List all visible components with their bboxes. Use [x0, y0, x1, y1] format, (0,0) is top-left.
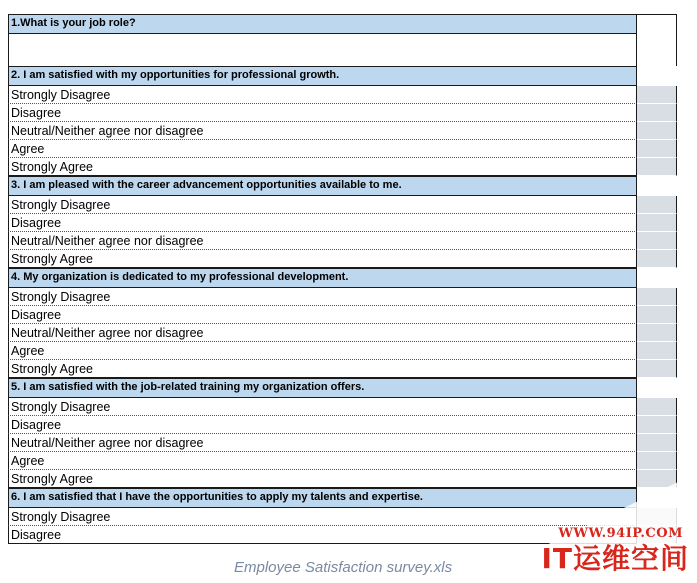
document-caption: Employee Satisfaction survey.xls [234, 559, 453, 576]
answer-cell[interactable] [637, 452, 677, 470]
option-row[interactable] [8, 398, 677, 416]
side-cell [637, 14, 677, 34]
question-title: 6. I am satisfied that I have the opportunities to apply my talents and expertise. [8, 488, 637, 508]
question-title: 5. I am satisfied with the job-related training my organization offers. [8, 378, 637, 398]
option-label: Strongly Disagree [8, 86, 637, 104]
watermark [467, 473, 697, 583]
option-row[interactable] [8, 158, 677, 176]
question-title: 1.What is your job role? [8, 14, 637, 34]
answer-cell[interactable] [637, 122, 677, 140]
side-cell [637, 176, 677, 196]
answer-cell[interactable] [637, 434, 677, 452]
option-label: Strongly Agree [8, 158, 637, 176]
option-row[interactable] [8, 232, 677, 250]
answer-cell[interactable] [637, 232, 677, 250]
question-header [8, 176, 677, 196]
answer-cell[interactable] [637, 250, 677, 268]
option-row[interactable] [8, 434, 677, 452]
question-header [8, 14, 677, 34]
question-title: 4. My organization is dedicated to my professional development. [8, 268, 637, 288]
option-label: Disagree [8, 306, 637, 324]
answer-text-cell[interactable] [8, 34, 637, 66]
question-title: 2. I am satisfied with my opportunities for professional growth. [8, 66, 637, 86]
watermark-brand: IT运维空间 [541, 542, 689, 575]
option-row[interactable] [8, 86, 677, 104]
option-label: Neutral/Neither agree nor disagree [8, 324, 637, 342]
option-label: Strongly Disagree [8, 196, 637, 214]
option-row[interactable] [8, 214, 677, 232]
option-label: Strongly Disagree [8, 508, 637, 526]
question-header [8, 66, 677, 86]
answer-text-row[interactable] [8, 34, 677, 66]
option-row[interactable] [8, 196, 677, 214]
option-row[interactable] [8, 342, 677, 360]
option-label: Strongly Agree [8, 470, 637, 488]
answer-cell[interactable] [637, 104, 677, 122]
option-row[interactable] [8, 416, 677, 434]
answer-cell[interactable] [637, 214, 677, 232]
option-row[interactable] [8, 360, 677, 378]
answer-cell[interactable] [637, 196, 677, 214]
option-label: Strongly Disagree [8, 398, 637, 416]
option-label: Disagree [8, 104, 637, 122]
answer-cell[interactable] [637, 360, 677, 378]
option-row[interactable] [8, 288, 677, 306]
option-label: Disagree [8, 526, 637, 544]
side-cell [637, 378, 677, 398]
side-cell [637, 268, 677, 288]
answer-cell[interactable] [637, 86, 677, 104]
survey-sheet [8, 14, 677, 544]
option-label: Agree [8, 140, 637, 158]
option-label: Neutral/Neither agree nor disagree [8, 434, 637, 452]
option-row[interactable] [8, 140, 677, 158]
option-row[interactable] [8, 306, 677, 324]
side-cell [637, 34, 677, 66]
option-label: Disagree [8, 214, 637, 232]
answer-cell[interactable] [637, 342, 677, 360]
option-row[interactable] [8, 122, 677, 140]
answer-cell[interactable] [637, 416, 677, 434]
option-label: Agree [8, 342, 637, 360]
answer-cell[interactable] [637, 398, 677, 416]
option-label: Strongly Agree [8, 250, 637, 268]
option-label: Strongly Agree [8, 360, 637, 378]
answer-cell[interactable] [637, 324, 677, 342]
watermark-url: WWW.94IP.COM [558, 526, 683, 541]
option-row[interactable] [8, 452, 677, 470]
side-cell [637, 66, 677, 86]
option-label: Neutral/Neither agree nor disagree [8, 232, 637, 250]
option-label: Agree [8, 452, 637, 470]
option-row[interactable] [8, 104, 677, 122]
question-title: 3. I am pleased with the career advancement opportunities available to me. [8, 176, 637, 196]
option-label: Strongly Disagree [8, 288, 637, 306]
question-header [8, 268, 677, 288]
answer-cell[interactable] [637, 288, 677, 306]
answer-cell[interactable] [637, 306, 677, 324]
option-label: Neutral/Neither agree nor disagree [8, 122, 637, 140]
option-row[interactable] [8, 324, 677, 342]
option-label: Disagree [8, 416, 637, 434]
answer-cell[interactable] [637, 158, 677, 176]
question-header [8, 378, 677, 398]
option-row[interactable] [8, 250, 677, 268]
answer-cell[interactable] [637, 140, 677, 158]
